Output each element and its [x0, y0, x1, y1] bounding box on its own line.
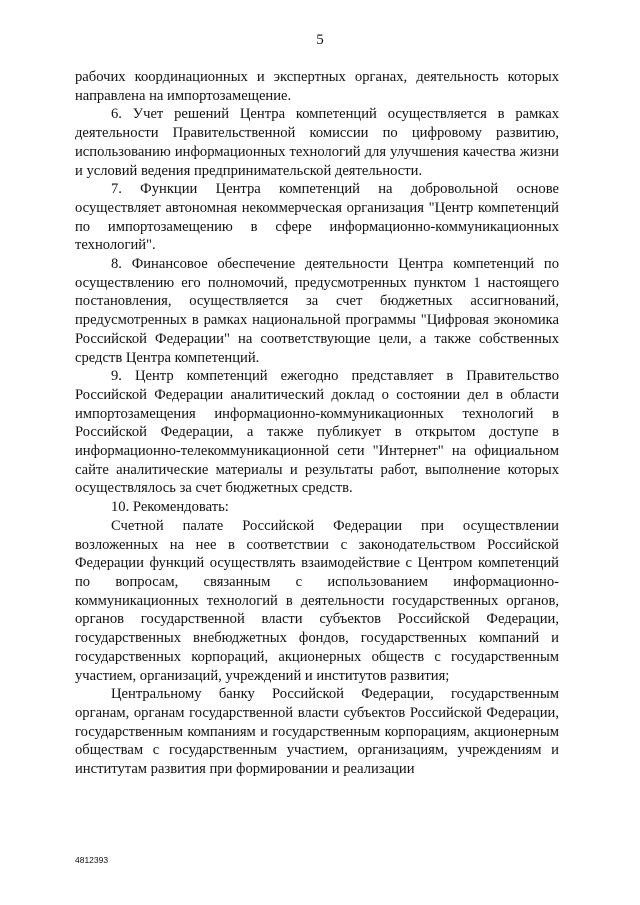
document-body — [75, 68, 559, 779]
paragraph-accounts-chamber: Счетной палате Российской Федерации при осуществлении возложенных на нее в соответствии с законодательством Российской Федерации функций осуществлять взаимодействие с Центром компетенций по вопросам, связанным с использованием информационно-коммуникационных технологий в деятельности государственных органов, органов государственной власти субъектов Российской Федерации, государственных внебюджетных фондов, государственных компаний и государственных корпораций, акционерных обществ с государственным участием, организаций, учреждений и институтов развития; — [75, 517, 559, 684]
paragraph-item-9: 9. Центр компетенций ежегодно представляет в Правительство Российской Федерации аналитический доклад о состоянии дел в области импортозамещения информационно-коммуникационных технологий в Российской Федерации, а также публикует в открытом доступе в информационно-телекоммуникационной сети "Интернет" на официальном сайте аналитические материалы и результаты работ, выполнение которых осуществлялось за счет бюджетных средств. — [75, 368, 559, 497]
paragraph-continuation: рабочих координационных и экспертных органах, деятельность которых направлена на импортозамещение. — [75, 69, 559, 104]
paragraph-item-6: 6. Учет решений Центра компетенций осуществляется в рамках деятельности Правительственной комиссии по цифровому развитию, использованию информационных технологий для улучшения качества жизни и условий ведения предпринимательской деятельности. — [75, 106, 559, 179]
paragraph-item-7: 7. Функции Центра компетенций на добровольной основе осуществляет автономная некоммерческая организация "Центр компетенций по импортозамещению в сфере информационно-коммуникационных технологий". — [75, 181, 559, 254]
paragraph-item-10: 10. Рекомендовать: — [111, 499, 229, 516]
document-code: 4812393 — [75, 855, 109, 865]
paragraph-central-bank: Центральному банку Российской Федерации, государственным органам, органам государственной власти субъектов Российской Федерации, государственным компаниям и государственным корпорациям, акционерным обществам с государственным участием, организациям, учреждениям и институтам развития при формировании и реализации — [75, 686, 559, 778]
paragraph-item-8: 8. Финансовое обеспечение деятельности Центра компетенций по осуществлению его полномочий, предусмотренных пунктом 1 настоящего постановления, осуществляется за счет бюджетных ассигнований, предусмотренных в рамках национальной программы "Цифровая экономика Российской Федерации" на соответствующие цели, а также собственных средств Центра компетенций. — [75, 256, 559, 366]
page-number: 5 — [316, 32, 324, 48]
